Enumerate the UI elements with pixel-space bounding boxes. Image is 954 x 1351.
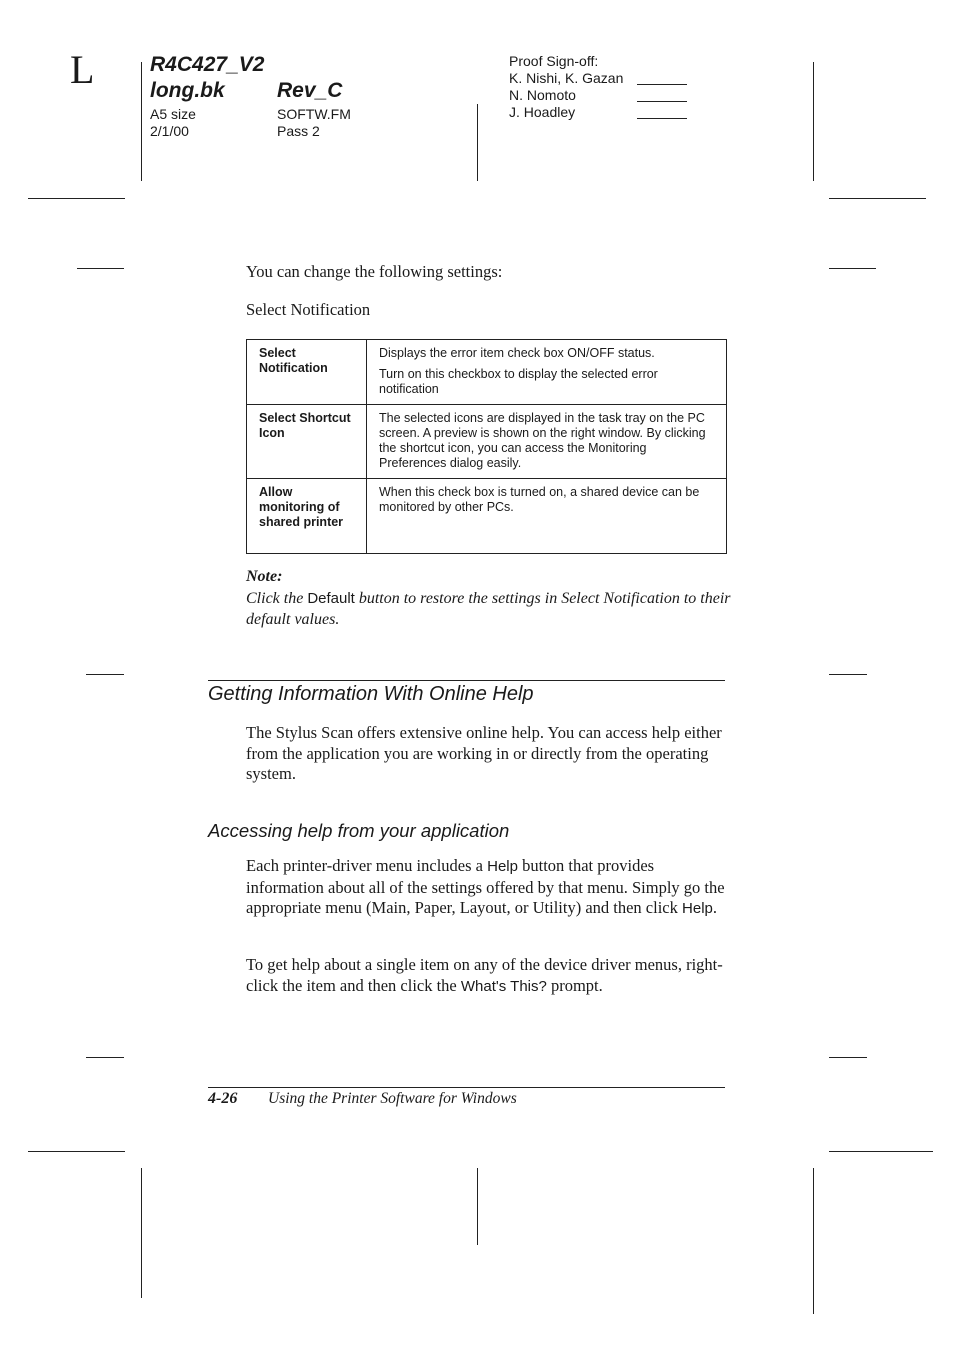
table-row	[247, 405, 727, 479]
crop-mark	[86, 674, 124, 675]
table-row	[247, 340, 727, 405]
crop-mark	[829, 268, 876, 269]
crop-mark	[813, 62, 814, 181]
header-mark: L	[70, 47, 95, 92]
crop-mark	[477, 1168, 478, 1245]
crop-mark	[141, 1168, 142, 1298]
paragraph-part: Each printer-driver menu includes a	[246, 856, 488, 875]
setting-description	[367, 340, 727, 405]
crop-mark	[28, 198, 125, 199]
description-paragraph: The selected icons are displayed in the task tray on the PC screen. A preview is shown on the right window. By clicking the shortcut icon, you can access the Monitoring Preferences dialog easily.	[379, 411, 706, 470]
proof-signoff-title: Proof Sign-off:	[509, 53, 599, 69]
setting-name: Select Notification	[247, 340, 367, 405]
setting-description	[367, 479, 727, 554]
setting-name: Select Shortcut Icon	[247, 405, 367, 479]
proof-signer: N. Nomoto	[509, 87, 576, 103]
signature-line	[637, 118, 687, 119]
app-help-paragraph	[246, 856, 730, 920]
proof-signer: K. Nishi, K. Gazan	[509, 70, 624, 86]
header-date: 2/1/00	[150, 123, 189, 139]
header-doc-id: R4C427_V2	[150, 53, 265, 76]
paragraph-part: button that provides information about all of the settings offered by that menu. Simply go the appropriate menu (Main, Paper, Layout, or Utility) and then click	[246, 856, 725, 917]
description-paragraph: Displays the error item check box ON/OFF status.	[379, 346, 655, 360]
crop-mark	[86, 1057, 124, 1058]
help-button-label: Help	[682, 900, 713, 917]
settings-table	[246, 339, 727, 554]
page-number: 4-26	[208, 1090, 238, 1107]
crop-mark	[28, 1151, 125, 1152]
signature-line	[637, 84, 687, 85]
crop-mark	[829, 1057, 867, 1058]
note-text-part: Click the	[246, 590, 308, 607]
header-book-name: long.bk	[150, 79, 225, 102]
settings-section-label: Select Notification	[246, 300, 371, 319]
footer-chapter-title: Using the Printer Software for Windows	[268, 1090, 517, 1107]
header-file-name: SOFTW.FM	[277, 106, 351, 122]
crop-mark	[141, 62, 142, 181]
online-help-paragraph: The Stylus Scan offers extensive online help. You can access help either from the application you are working in or directly from the operating system.	[246, 723, 722, 783]
subsection-heading-app-help: Accessing help from your application	[208, 820, 510, 841]
note-label: Note:	[246, 568, 283, 585]
crop-mark	[813, 1168, 814, 1314]
header-page-size: A5 size	[150, 106, 196, 122]
note-text	[246, 589, 731, 630]
paragraph-part: To get help about a single item on any of the device driver menus, right-click the item and then click the	[246, 955, 723, 995]
whats-this-prompt-label: What's This?	[460, 977, 547, 995]
table-row	[247, 479, 727, 554]
setting-description	[367, 405, 727, 479]
crop-mark	[477, 104, 478, 181]
section-heading-online-help: Getting Information With Online Help	[208, 683, 534, 705]
crop-mark	[77, 268, 124, 269]
section-rule	[208, 680, 725, 681]
paragraph-part: .	[712, 898, 717, 917]
crop-mark	[829, 198, 926, 199]
note-text-part: button to restore the settings in Select Notification to their default values.	[246, 590, 731, 628]
crop-mark	[829, 674, 867, 675]
header-revision: Rev_C	[277, 79, 343, 102]
description-paragraph: When this check box is turned on, a shared device can be monitored by other PCs.	[379, 485, 700, 514]
description-paragraph: Turn on this checkbox to display the selected error notification	[379, 367, 658, 396]
footer-rule	[208, 1087, 725, 1088]
crop-mark	[829, 1151, 933, 1152]
setting-name: Allow monitoring of shared printer	[247, 479, 367, 554]
intro-text: You can change the following settings:	[246, 262, 503, 281]
default-button-label: Default	[307, 590, 355, 607]
whats-this-paragraph	[246, 955, 730, 997]
proof-signer: J. Hoadley	[509, 104, 576, 120]
help-button-label: Help	[487, 858, 518, 875]
header-pass: Pass 2	[277, 123, 320, 139]
signature-line	[637, 101, 687, 102]
paragraph-part: prompt.	[546, 975, 603, 995]
